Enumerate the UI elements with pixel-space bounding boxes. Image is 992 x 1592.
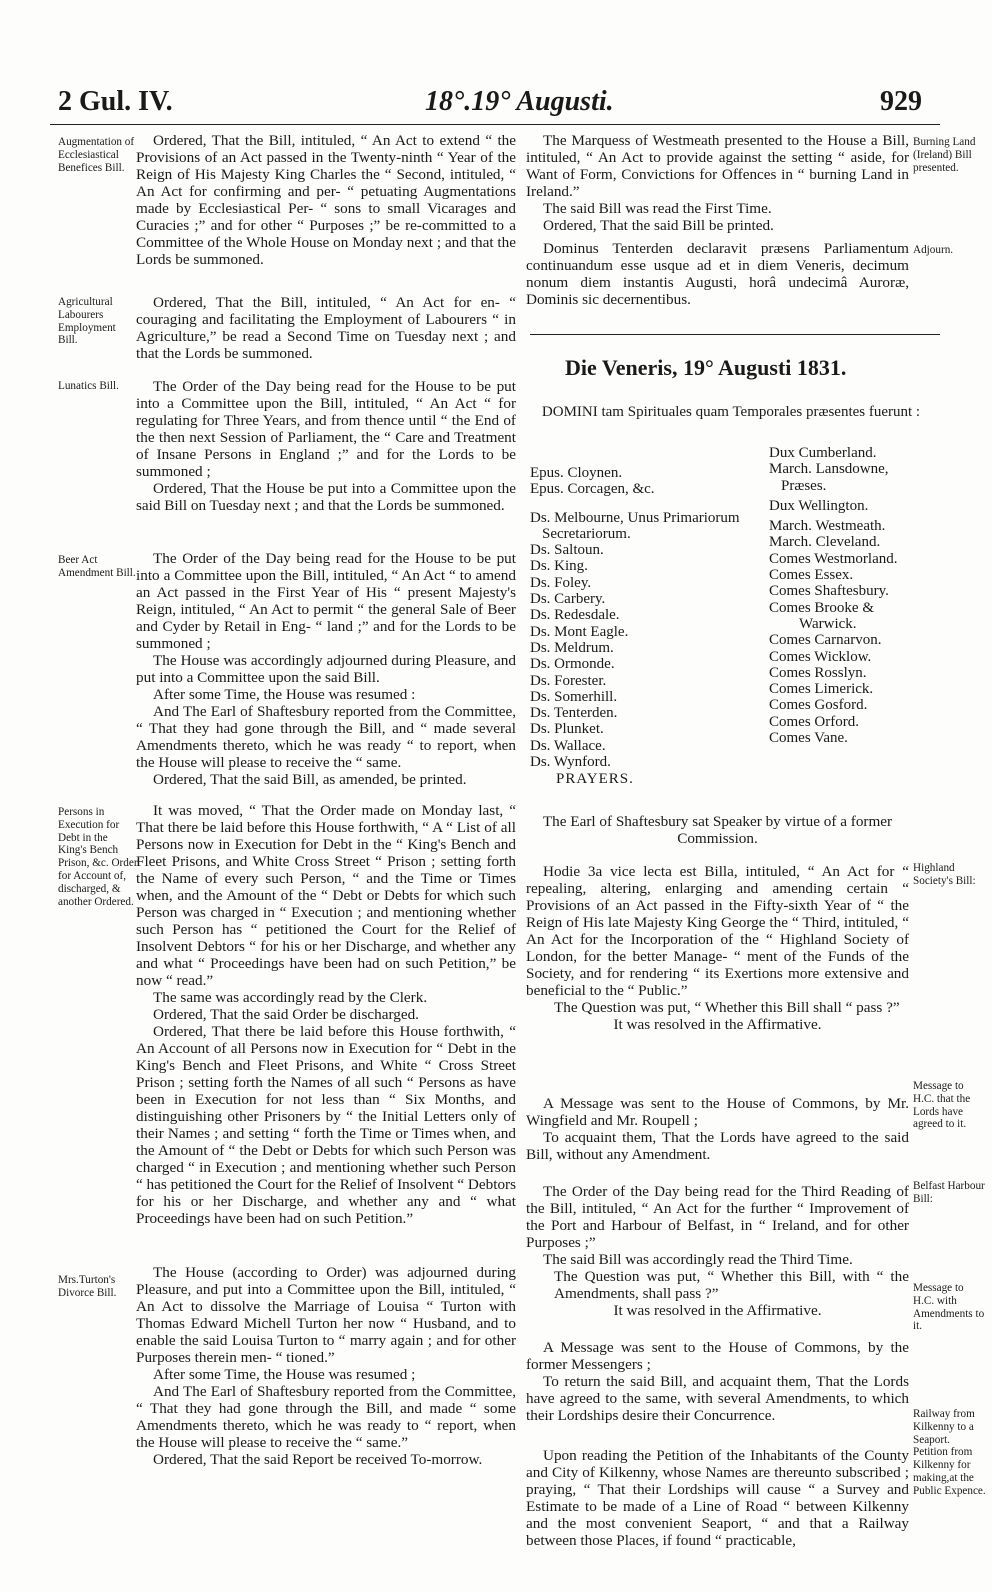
- paragraph: Ordered, That the Bill, intituled, “ An Act to extend “ the Provisions of an Act passed in the Twenty-ninth “ Year of the Reign of His Majesty King Charles the “ Second, intituled, “ An Act for confirming and per- “ petuating Augmentations made by Ecclesiastical Per- “ sons to small Vicarages and Curacies ;” and for other “ Purposes ;” be re-committed to a Committee of the Whole House on Monday next ; and that the Lords be summoned.: [136, 132, 516, 268]
- lords-list-right: [769, 445, 898, 746]
- list-item: Ds. Ormonde.: [530, 656, 615, 673]
- paragraph: To return the said Bill, and acquaint them, That the Lords have agreed to the same, with several Amendments, to which their Lordships desire their Concurrence.: [526, 1373, 909, 1424]
- list-item: Comes Brooke &: [769, 599, 874, 616]
- paragraph: And The Earl of Shaftesbury reported from the Committee, “ That they had gone through the Bill, and made “ some Amendments thereto, which he was ready to “ report, when the House will please to receive the “ same.”: [136, 1383, 516, 1451]
- right-column-bottom: [526, 813, 909, 1571]
- margin-note: Burning Land (Ireland) Bill presented.: [913, 136, 976, 174]
- list-item: Ds. Wynford.: [530, 754, 611, 771]
- margin-note: Augmentation of Ecclesiastical Benefices Bill.: [58, 136, 135, 174]
- paragraph: The same was accordingly read by the Clerk.: [153, 989, 428, 1006]
- list-item: Warwick.: [799, 615, 857, 632]
- paragraph: The said Bill was accordingly read the Third Time.: [543, 1251, 853, 1268]
- paragraph: The House was accordingly adjourned during Pleasure, and put into a Committee upon the said Bill.: [136, 652, 516, 686]
- paragraph: Ordered, That the said Order be discharged.: [153, 1006, 419, 1023]
- list-item: Comes Wicklow.: [769, 648, 872, 665]
- paragraph: To acquaint them, That the Lords have agreed to the said Bill, without any Amendment.: [526, 1129, 909, 1163]
- paragraph: After some Time, the House was resumed ;: [153, 1366, 416, 1383]
- paragraph: The Question was put, “ Whether this Bill shall “ pass ?”: [554, 999, 900, 1016]
- margin-note: Lunatics Bill.: [58, 380, 119, 392]
- page-number: 929: [880, 86, 922, 117]
- paragraph: The Marquess of Westmeath presented to the House a Bill, intituled, “ An Act to provide against the setting “ aside, for Want of Form, Convictions for Offences in “ burning Land in Ireland.”: [526, 132, 909, 200]
- list-item: Comes Orford.: [769, 713, 859, 730]
- list-item: Ds. Forester.: [530, 672, 607, 689]
- paragraph: Ordered, That the House be put into a Committee upon the said Bill on Tuesday next ; and that the Lords be summoned.: [136, 480, 516, 514]
- list-item: Epus. Corcagen, &c.: [530, 481, 655, 498]
- paragraph: Ordered, That there be laid before this House forthwith, “ An Account of all Persons now in Execution for “ Debt in the King's Bench and Fleet Prisons, and White “ Cross Street Prison ; setting forth the Names of all such “ Persons as have been in Execution for not less than “ Six Months, and distinguishing other Prisoners by “ the Initial Letters only of their Names ; and setting “ forth the Time or Times when, and the Amount of “ the Debt or Debts for which such Person was charged “ in Execution ; and mentioning whether such Person “ has petitioned the Court for the Relief of Insolvent “ Debtors for his or her Discharge, and whether any and “ what Proceedings have been had on such Petition.”: [136, 1023, 517, 1227]
- day-heading: Die Veneris, 19° Augusti 1831.: [565, 355, 847, 380]
- attendance-intro: DOMINI tam Spirituales quam Temporales præsentes fuerunt :: [541, 404, 921, 420]
- margin-note: Message to H.C. with Amendments to it.: [913, 1282, 985, 1333]
- list-item: March. Westmeath.: [769, 518, 886, 535]
- paragraph: A Message was sent to the House of Commons, by Mr. Wingfield and Mr. Roupell ;: [526, 1095, 909, 1129]
- paragraph: The Question was put, “ Whether this Bill, with “ the Amendments, shall pass ?”: [554, 1268, 909, 1302]
- list-item: Ds. Redesdale.: [530, 607, 620, 624]
- left-column: [136, 132, 516, 1490]
- paragraph: After some Time, the House was resumed :: [153, 686, 416, 703]
- paragraph: A Message was sent to the House of Commons, by the former Messengers ;: [526, 1339, 909, 1373]
- paragraph: Ordered, That the said Report be received To-morrow.: [153, 1451, 483, 1468]
- list-item: Ds. Carbery.: [530, 591, 606, 608]
- paragraph: It was resolved in the Affirmative.: [613, 1302, 822, 1319]
- list-item: Ds. Plunket.: [530, 721, 604, 738]
- paragraph: And The Earl of Shaftesbury reported from the Committee, “ That they had gone through the Bill, and “ made several Amendments thereto, which he was ready “ to report, when the House will please to receive the “ same.: [136, 703, 516, 771]
- list-item: March. Lansdowne,: [769, 461, 889, 478]
- paragraph: The Earl of Shaftesbury sat Speaker by virtue of a former Commission.: [542, 813, 893, 847]
- paragraph: Ordered, That the said Bill be printed.: [543, 217, 774, 234]
- list-item: Comes Rosslyn.: [769, 664, 867, 681]
- paragraph: Hodie 3a vice lecta est Billa, intituled, “ An Act for “ repealing, altering, enlarging and amending certain “ Provisions of an Act passed in the Fifty-sixth Year of “ the Reign of His late Majesty King George the “ Third, intituled, “ An Act for the Incorporation of the “ Highland Society of London, for the better Manage- “ ment of the Funds of the Society, and for rendering “ its Exertions more extensive and beneficial to the “ Public.”: [526, 863, 909, 999]
- list-item: Ds. Tenterden.: [530, 705, 618, 722]
- list-item: Dux Cumberland.: [769, 445, 877, 461]
- margin-note: Highland Society's Bill:: [913, 862, 976, 887]
- right-column-top: [526, 132, 909, 330]
- list-item: Ds. Somerhill.: [530, 688, 618, 705]
- paragraph: Ordered, That the Bill, intituled, “ An Act for en- “ couraging and facilitating the Employment of Labourers “ in Agriculture,” be read a Second Time on Tuesday next ; and that the Lords be summoned.: [136, 294, 516, 362]
- list-item: Comes Gosford.: [769, 697, 868, 714]
- list-item: Præses.: [781, 477, 827, 494]
- list-item: Comes Westmorland.: [769, 550, 898, 567]
- paragraph: Upon reading the Petition of the Inhabitants of the County and City of Kilkenny, whose Names are thereunto subscribed ; praying, “ That their Lordships will cause “ a Survey and Estimate to be made of a Line of Road “ between Kilkenny and the most convenient Seaport, “ and that a Railway between those Places, if found “ practicable,: [526, 1447, 909, 1549]
- margin-note: Railway from Kilkenny to a Seaport. Petition from Kilkenny for making,at the Public Expence.: [913, 1408, 986, 1497]
- margin-note: Agricultural Labourers Employment Bill.: [58, 296, 116, 347]
- list-item: Ds. Meldrum.: [530, 639, 614, 656]
- list-item: Dux Wellington.: [769, 497, 869, 514]
- margin-note: Mrs.Turton's Divorce Bill.: [58, 1274, 117, 1299]
- paragraph: It was resolved in the Affirmative.: [613, 1016, 822, 1033]
- paragraph: The House (according to Order) was adjourned during Pleasure, and put into a Committee upon the Bill, intituled, “ An Act to dissolve the Marriage of Louisa “ Turton with Thomas Edward Michell Turton her now “ Husband, and to enable the said Louisa Turton to “ marry again ; and for other Purposes therein men- “ tioned.”: [136, 1264, 516, 1366]
- list-item: Comes Essex.: [769, 567, 854, 584]
- paragraph: It was moved, “ That the Order made on Monday last, “ That there be laid before this House forthwith, “ A “ List of all Persons now in Execution for Debt in the “ King's Bench and Fleet Prisons, and White Cross Street “ Prison ; setting forth the Name of every such Person, “ and the Time or Times when, and the Amount of the “ Debt or Debts for which such Person was charged in “ Execution ; and mentioning whether such Person has “ petitioned the Court for the Relief of Insolvent Debtors “ for his or her Discharge, and whether any and what “ Proceedings have been had on such Petition,” be now “ read.”: [136, 802, 516, 989]
- list-item: Ds. King.: [530, 558, 588, 575]
- page-date: 18°.19° Augusti.: [425, 86, 614, 117]
- margin-note: Belfast Harbour Bill:: [913, 1180, 985, 1205]
- lords-list-left: [530, 465, 740, 770]
- margin-note: Persons in Execution for Debt in the King's Bench Prison, &c. Order for Account of, discharged, & another Ordered.: [58, 806, 138, 908]
- margin-note: Adjourn.: [913, 244, 954, 256]
- prayers-heading: PRAYERS.: [556, 771, 634, 787]
- margin-note: Message to H.C. that the Lords have agreed to it.: [913, 1080, 971, 1131]
- list-item: Ds. Melbourne, Unus Primariorum: [530, 509, 740, 526]
- margin-note: Beer Act Amendment Bill.: [58, 554, 136, 579]
- list-item: March. Cleveland.: [769, 534, 881, 551]
- list-item: Ds. Wallace.: [530, 737, 606, 754]
- list-item: Comes Limerick.: [769, 681, 874, 698]
- list-item: Ds. Foley.: [530, 574, 592, 591]
- paragraph: The Order of the Day being read for the House to be put into a Committee upon the Bill, intituled, “ An Act “ for regulating for Three Years, and from thence until “ the End of the then next Session of Parliament, the “ Care and Treatment of Insane Persons in England ;” and for the Lords to be summoned ;: [136, 378, 516, 480]
- section-rule: [530, 334, 940, 335]
- list-item: Ds. Mont Eagle.: [530, 623, 629, 640]
- paragraph: Ordered, That the said Bill, as amended, be printed.: [153, 771, 467, 788]
- regnal-year: 2 Gul. IV.: [58, 86, 173, 117]
- list-item: [530, 498, 740, 510]
- list-item: Comes Carnarvon.: [769, 632, 882, 649]
- list-item: Comes Vane.: [769, 730, 848, 747]
- list-item: Epus. Cloynen.: [530, 465, 623, 481]
- paragraph: The said Bill was read the First Time.: [543, 200, 772, 217]
- list-item: Ds. Saltoun.: [530, 542, 604, 559]
- list-item: Comes Shaftesbury.: [769, 583, 889, 600]
- list-item: Secretariorum.: [542, 525, 631, 542]
- paragraph: Dominus Tenterden declaravit præsens Parliamentum continuandum esse usque ad et in diem Veneris, decimum nonum diem instantis Augusti, horâ undecimâ Auroræ, Dominis sic decernentibus.: [526, 240, 909, 308]
- header-rule: [50, 124, 940, 125]
- paragraph: The Order of the Day being read for the House to be put into a Committee upon the Bill, intituled, “ An Act “ to amend an Act passed in the First Year of His “ present Majesty's Reign, intituled, “ An Act to permit “ the general Sale of Beer and Cyder by Retail in Eng- “ land ;” and for the Lords to be summoned ;: [136, 550, 516, 652]
- paragraph: The Order of the Day being read for the Third Reading of the Bill, intituled, “ An Act for the further “ Improvement of the Port and Harbour of Belfast, in “ Ireland, and for other Purposes ;”: [526, 1183, 909, 1251]
